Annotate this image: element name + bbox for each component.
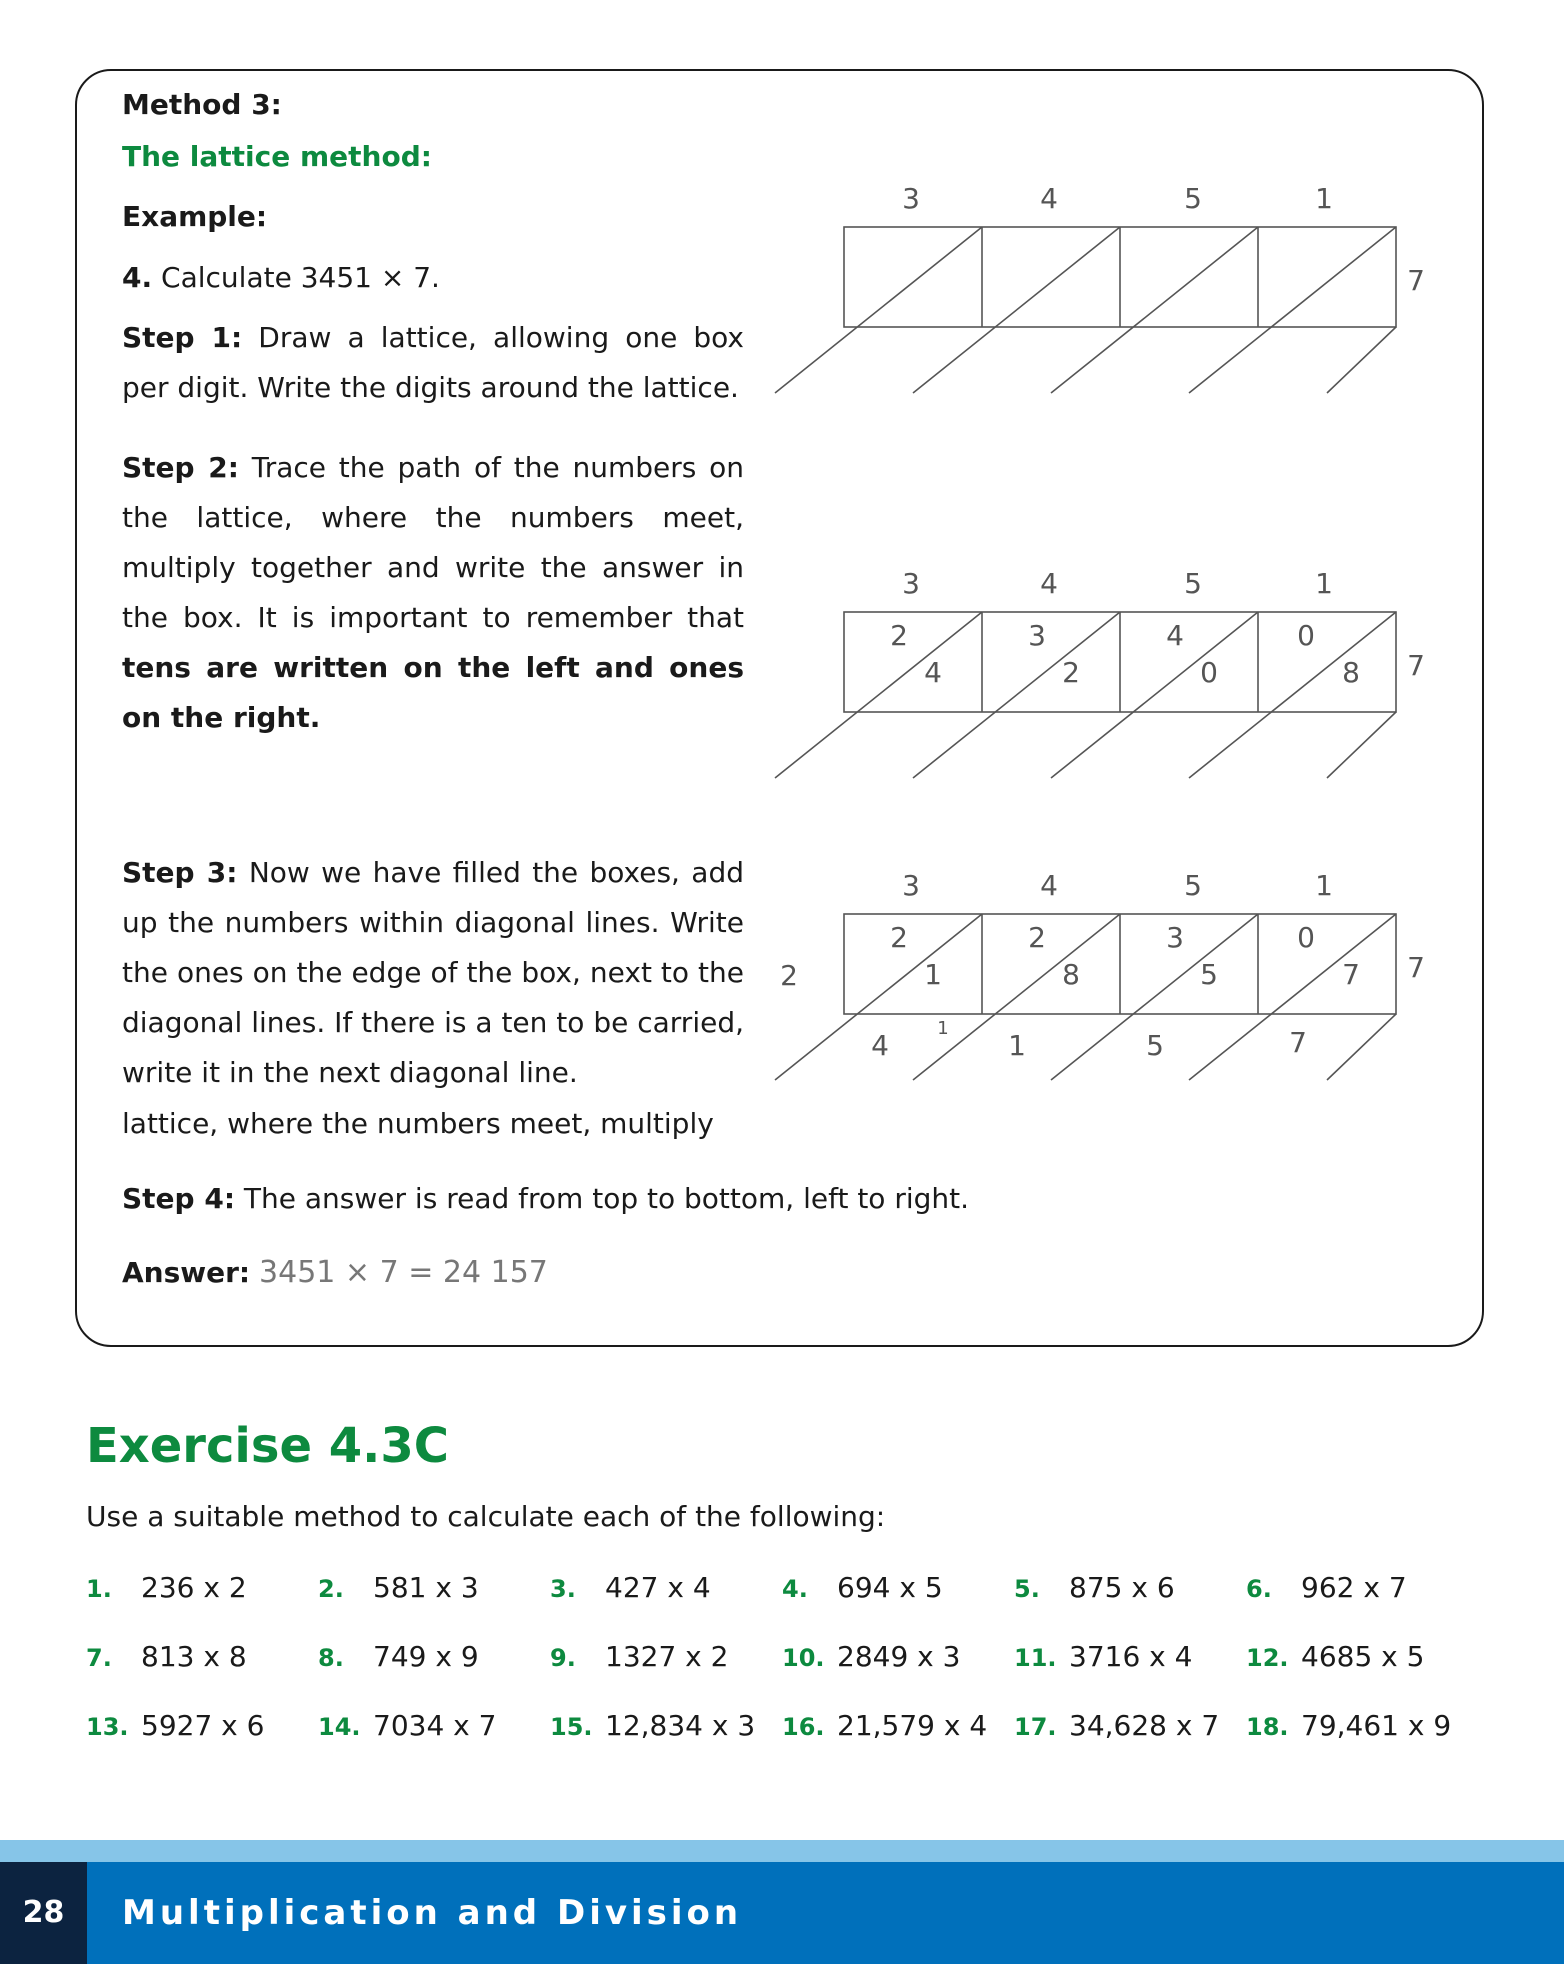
- lattice-1-diagonal: [775, 227, 982, 393]
- lattice-2-tens-digit: 2: [890, 619, 908, 652]
- problem-text: 79,461 x 9: [1301, 1709, 1452, 1742]
- problem-text: 4685 x 5: [1301, 1640, 1425, 1673]
- step-4-text: The answer is read from top to bottom, left to right.: [243, 1182, 970, 1215]
- exercise-problem: [550, 1568, 711, 1609]
- lattice-3-ones-digit: 7: [1342, 958, 1360, 991]
- method-subheading: The lattice method:: [122, 140, 432, 173]
- lattice-1-diagonal: [913, 227, 1120, 393]
- lattice-3-tens-digit: 3: [1166, 921, 1184, 954]
- problem-number: 10.: [782, 1644, 825, 1672]
- problem-text: 12,834 x 3: [605, 1709, 756, 1742]
- step-2: [122, 443, 744, 743]
- exercise-problem: [1246, 1568, 1407, 1609]
- lattice-2-tens-digit: 4: [1166, 619, 1184, 652]
- answer: [122, 1248, 548, 1298]
- problem-text: 694 x 5: [837, 1571, 943, 1604]
- lattice-3-top-digit: 4: [1040, 869, 1058, 902]
- lattice-3-top-digit: 3: [902, 869, 920, 902]
- problem-number: 11.: [1014, 1644, 1057, 1672]
- answer-label: Answer:: [122, 1256, 251, 1289]
- lattice-2-diagonal: [775, 612, 982, 778]
- lattice-3-tens-digit: 0: [1297, 921, 1315, 954]
- exercise-problem: [1014, 1706, 1219, 1747]
- exercise-problem: [318, 1706, 496, 1747]
- lattice-2-ones-digit: 8: [1342, 656, 1360, 689]
- lattice-2-diagonal: [1327, 712, 1396, 778]
- lattice-2-ones-digit: 2: [1062, 656, 1080, 689]
- problem-number: 2.: [318, 1575, 344, 1603]
- exercise-problem: [86, 1568, 247, 1609]
- lattice-3-side-digit: 7: [1407, 951, 1425, 984]
- lattice-diagram-2: [740, 555, 1425, 785]
- lattice-1-diagonal: [1189, 227, 1396, 393]
- lattice-diagram-1: [740, 170, 1425, 400]
- exercise-problem: [318, 1637, 479, 1678]
- lattice-3-bottom-result: 1: [1008, 1029, 1026, 1062]
- exercise-problem: [86, 1637, 247, 1678]
- lattice-3-tens-digit: 2: [890, 921, 908, 954]
- problem-text: 581 x 3: [373, 1571, 479, 1604]
- exercise-problem: [1014, 1568, 1175, 1609]
- lattice-2-ones-digit: 0: [1200, 656, 1218, 689]
- page-number: 28: [0, 1862, 87, 1964]
- lattice-3-bottom-result: 4: [871, 1029, 889, 1062]
- problem-number: 6.: [1246, 1575, 1272, 1603]
- answer-value: 3451 × 7 = 24 157: [259, 1255, 548, 1290]
- lattice-2-top-digit: 4: [1040, 567, 1058, 600]
- lattice-3-ones-digit: 8: [1062, 958, 1080, 991]
- problem-number: 16.: [782, 1713, 825, 1741]
- problem-number: 15.: [550, 1713, 593, 1741]
- exercise-problem: [1246, 1706, 1451, 1747]
- step-3: [122, 848, 744, 1098]
- lattice-3-ones-digit: 1: [924, 958, 942, 991]
- step-1: [122, 313, 744, 413]
- lattice-2-diagonal: [1189, 612, 1396, 778]
- exercise-problem: [1014, 1637, 1192, 1678]
- lattice-2-side-digit: 7: [1407, 649, 1425, 682]
- problem-number: 17.: [1014, 1713, 1057, 1741]
- lattice-2-top-digit: 3: [902, 567, 920, 600]
- problem-number: 5.: [1014, 1575, 1040, 1603]
- problem-number: 18.: [1246, 1713, 1289, 1741]
- exercise-problem: [782, 1637, 960, 1678]
- lattice-1-top-digit: 4: [1040, 182, 1058, 215]
- lattice-1-side-digit: 7: [1407, 264, 1425, 297]
- problem-number: 13.: [86, 1713, 129, 1741]
- lattice-1-diagonal: [1051, 227, 1258, 393]
- exercise-problem: [318, 1568, 479, 1609]
- exercise-problem: [86, 1706, 264, 1747]
- question-text: Calculate 3451 × 7.: [161, 261, 440, 294]
- problem-text: 2849 x 3: [837, 1640, 961, 1673]
- step-1-label: Step 1:: [122, 321, 243, 354]
- problem-text: 962 x 7: [1301, 1571, 1407, 1604]
- step-1-text: Draw a lattice, allowing one box per digit. Write the digits around the lattice.: [122, 321, 744, 404]
- lattice-2-top-digit: 5: [1184, 567, 1202, 600]
- lattice-2-tens-digit: 0: [1297, 619, 1315, 652]
- exercise-title: Exercise 4.3C: [86, 1418, 449, 1474]
- lattice-2-top-digit: 1: [1315, 567, 1333, 600]
- lattice-2-ones-digit: 4: [924, 656, 942, 689]
- exercise-problem: [550, 1637, 728, 1678]
- lattice-3-top-digit: 1: [1315, 869, 1333, 902]
- example-question: [122, 253, 440, 303]
- lattice-3-bottom-result: 7: [1289, 1026, 1307, 1059]
- exercise-problem: [782, 1706, 987, 1747]
- lattice-1-top-digit: 1: [1315, 182, 1333, 215]
- problem-number: 14.: [318, 1713, 361, 1741]
- lattice-3-carry: 1: [937, 1018, 949, 1039]
- lattice-3-diagonal: [1327, 1014, 1396, 1080]
- example-label: Example:: [122, 200, 268, 233]
- problem-number: 4.: [782, 1575, 808, 1603]
- chapter-title: Multiplication and Division: [122, 1893, 743, 1933]
- problem-text: 236 x 2: [141, 1571, 247, 1604]
- lattice-1-top-digit: 3: [902, 182, 920, 215]
- exercise-problem: [782, 1568, 943, 1609]
- step-3-text: Now we have filled the boxes, add up the numbers within diagonal lines. Write the ones on the edge of the box, next to the diagonal lines. If there is a ten to be carried, write it in the next diagonal line.: [122, 856, 744, 1089]
- method-heading: Method 3:: [122, 88, 282, 121]
- step-2-bold-text: tens are written on the left and ones on the right.: [122, 651, 744, 734]
- exercise-problem: [1246, 1637, 1424, 1678]
- problem-text: 875 x 6: [1069, 1571, 1175, 1604]
- problem-text: 5927 x 6: [141, 1709, 265, 1742]
- problem-text: 7034 x 7: [373, 1709, 497, 1742]
- problem-number: 3.: [550, 1575, 576, 1603]
- problem-text: 749 x 9: [373, 1640, 479, 1673]
- step-2-label: Step 2:: [122, 451, 239, 484]
- lattice-diagram-3: [740, 857, 1425, 1087]
- problem-text: 21,579 x 4: [837, 1709, 988, 1742]
- lattice-3-top-digit: 5: [1184, 869, 1202, 902]
- lattice-3-ones-digit: 5: [1200, 958, 1218, 991]
- footer-bar: [0, 1862, 1564, 1964]
- problem-text: 1327 x 2: [605, 1640, 729, 1673]
- lattice-1-diagonal: [1327, 327, 1396, 393]
- lattice-3-bottom-result: 5: [1146, 1029, 1164, 1062]
- lattice-1-top-digit: 5: [1184, 182, 1202, 215]
- question-number: 4.: [122, 261, 153, 294]
- lattice-3-left-result: 2: [780, 959, 798, 992]
- step-3-label: Step 3:: [122, 856, 238, 889]
- problem-number: 1.: [86, 1575, 112, 1603]
- exercise-instruction: Use a suitable method to calculate each of the following:: [86, 1500, 886, 1533]
- lattice-3-tens-digit: 2: [1028, 921, 1046, 954]
- exercise-problem: [550, 1706, 755, 1747]
- problem-text: 3716 x 4: [1069, 1640, 1193, 1673]
- lattice-2-diagonal: [1051, 612, 1258, 778]
- step-4: [122, 1174, 969, 1224]
- problem-text: 427 x 4: [605, 1571, 711, 1604]
- step-2-text: Trace the path of the numbers on the lattice, where the numbers meet, multiply together and write the answer in the box. It is important to remember that: [122, 451, 744, 634]
- step-4-label: Step 4:: [122, 1182, 236, 1215]
- problem-number: 12.: [1246, 1644, 1289, 1672]
- problem-text: 813 x 8: [141, 1640, 247, 1673]
- problem-number: 9.: [550, 1644, 576, 1672]
- problem-number: 8.: [318, 1644, 344, 1672]
- footer-accent-stripe: [0, 1840, 1564, 1862]
- problem-number: 7.: [86, 1644, 112, 1672]
- lattice-2-tens-digit: 3: [1028, 619, 1046, 652]
- lattice-2-diagonal: [913, 612, 1120, 778]
- step-3-extra-line: lattice, where the numbers meet, multiply: [122, 1107, 714, 1140]
- problem-text: 34,628 x 7: [1069, 1709, 1220, 1742]
